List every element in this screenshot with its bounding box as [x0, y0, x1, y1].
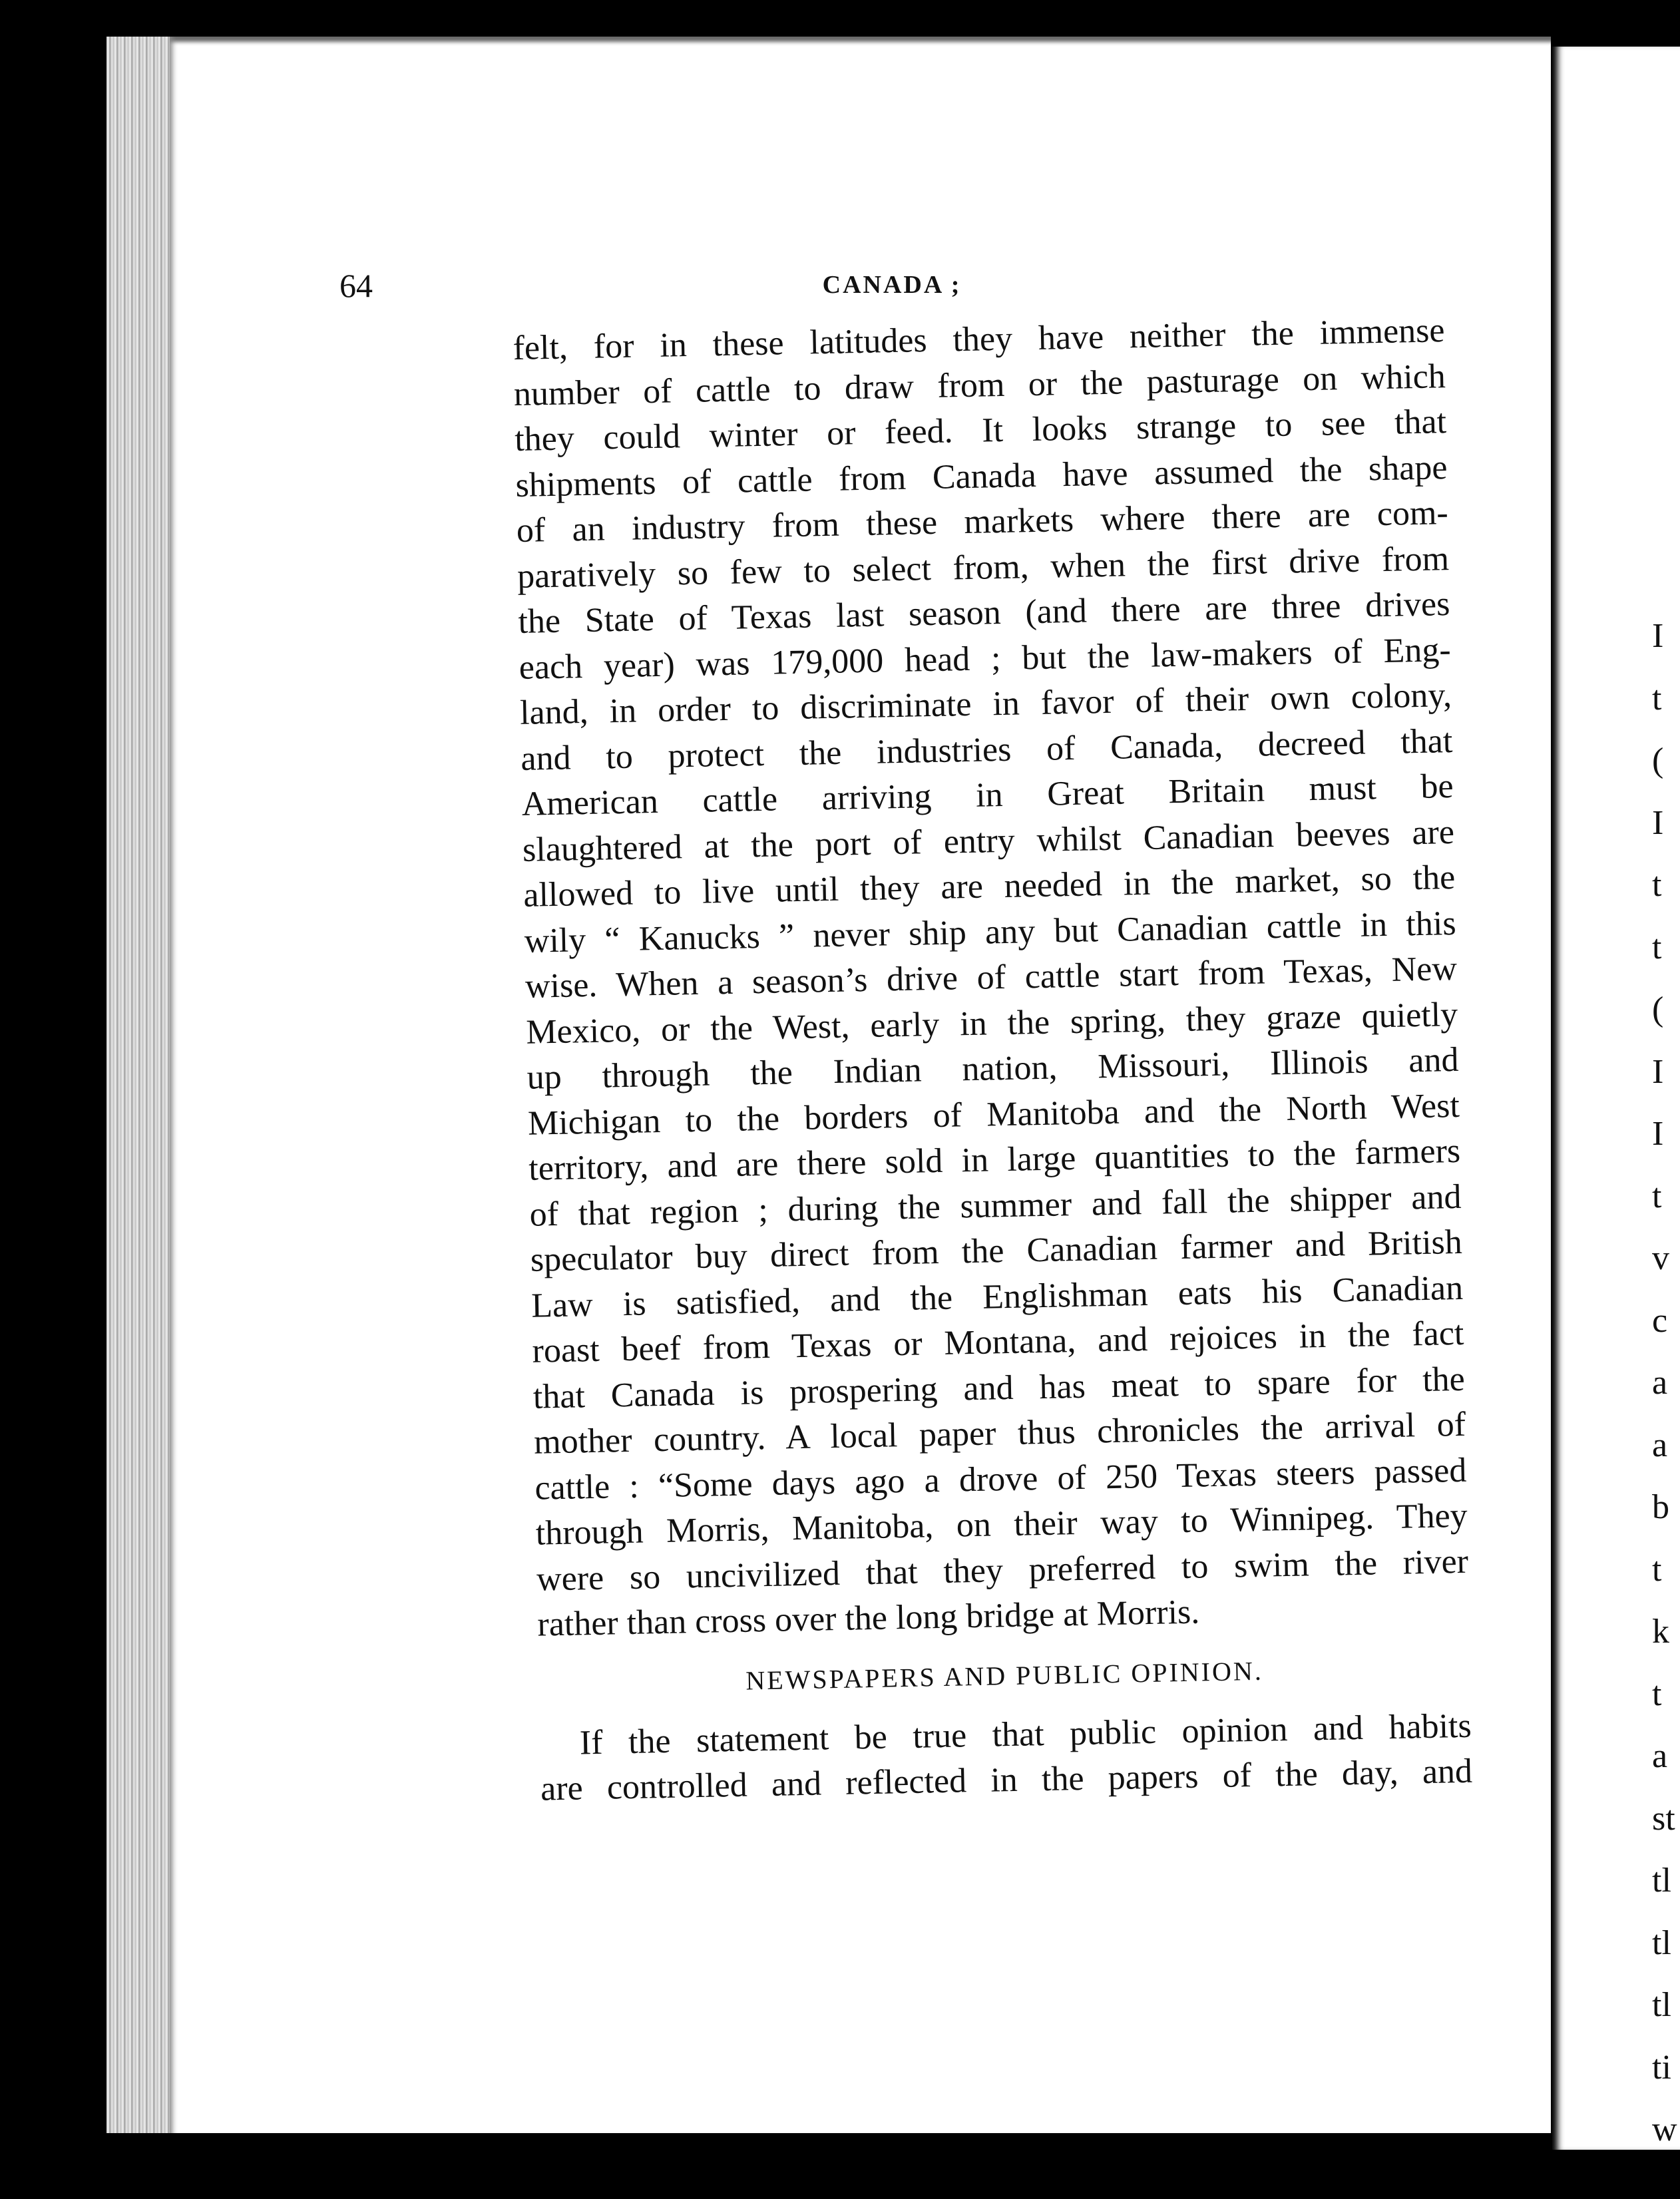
- text-line: If the statement be true that public opinion and habits: [579, 1706, 1472, 1762]
- text-line: shipments of cattle from Canada have assumed the shape: [515, 448, 1448, 504]
- section-heading: NEWSPAPERS AND PUBLIC OPINION.: [745, 1655, 1264, 1696]
- text-line: were so uncivilized that they preferred to swim the river: [536, 1542, 1469, 1599]
- facing-page-fragment: tl: [1652, 1986, 1671, 2024]
- facing-page-fragment: v: [1652, 1239, 1669, 1277]
- text-line: Mexico, or the West, early in the spring, they graze quietly: [525, 995, 1458, 1052]
- text-line: the State of Texas last season (and there are three drives: [517, 585, 1450, 641]
- text-line: allowed to live until they are needed in the market, so the: [523, 858, 1456, 914]
- text-line: territory, and are there sold in large quantities to the farmers: [528, 1131, 1461, 1188]
- facing-page-fragment: k: [1652, 1613, 1669, 1651]
- facing-page-fragment: t: [1652, 1675, 1662, 1713]
- facing-page-fragment: I: [1652, 617, 1664, 655]
- facing-page-fragment: t: [1652, 1550, 1662, 1589]
- facing-page: [1552, 47, 1680, 2150]
- facing-page-fragment: st: [1652, 1799, 1675, 1838]
- text-line: mother country. A local paper thus chronicles the arrival of: [533, 1405, 1466, 1462]
- facing-page-fragment: I: [1652, 1052, 1664, 1091]
- text-line: slaughtered at the port of entry whilst Canadian beeves are: [522, 813, 1455, 869]
- facing-page-fragment: b: [1652, 1488, 1669, 1526]
- facing-page-fragment: (: [1652, 741, 1664, 779]
- facing-page-fragment: t: [1652, 679, 1662, 717]
- text-line: that Canada is prospering and has meat to spare for the: [532, 1360, 1466, 1416]
- text-line: roast beef from Texas or Montana, and rejoices in the fact: [532, 1314, 1464, 1370]
- text-line: wily “ Kanucks ” never ship any but Canadian cattle in this: [524, 904, 1457, 960]
- text-line: through Morris, Manitoba, on their way to Winnipeg. They: [535, 1496, 1468, 1553]
- text-line: paratively so few to select from, when the first drive from: [517, 539, 1450, 596]
- text-line: Michigan to the borders of Manitoba and the North West: [527, 1086, 1460, 1143]
- text-line: are controlled and reflected in the papers of the day, and: [540, 1752, 1473, 1808]
- paragraph-main: [513, 308, 1470, 1648]
- facing-page-fragment: I: [1652, 1115, 1664, 1153]
- facing-page-fragment: (: [1652, 990, 1664, 1028]
- text-line: speculator buy direct from the Canadian farmer and British: [530, 1223, 1463, 1279]
- text-line: and to protect the industries of Canada, decreed that: [520, 721, 1453, 778]
- facing-page-fragment: a: [1652, 1737, 1668, 1775]
- facing-page-fragment: t: [1652, 866, 1662, 904]
- facing-page-fragment: ti: [1652, 2048, 1671, 2087]
- page-header: [339, 266, 1444, 306]
- facing-page-fragment: a: [1652, 1364, 1668, 1402]
- text-line: of an industry from these markets where there are com-: [516, 494, 1449, 550]
- text-line: Law is satisfied, and the Englishman eats his Canadian: [530, 1269, 1464, 1325]
- facing-page-fragment: w: [1652, 2110, 1677, 2148]
- facing-page-fragment: tl: [1652, 1923, 1671, 1962]
- text-line: American cattle arriving in Great Britain must be: [521, 767, 1454, 823]
- facing-page-fragment: tl: [1652, 1862, 1671, 1899]
- text-line: cattle : “Some days ago a drove of 250 Texas steers passed: [534, 1451, 1467, 1507]
- text-line: up through the Indian nation, Missouri, Illinois and: [526, 1040, 1459, 1097]
- text-line: land, in order to discriminate in favor of their own colony,: [519, 676, 1452, 732]
- body-text: [513, 308, 1473, 1812]
- text-line: rather than cross over the long bridge at Morris.: [536, 1593, 1200, 1644]
- text-line: wise. When a season’s drive of cattle start from Texas, New: [525, 949, 1458, 1006]
- facing-page-fragment: I: [1652, 803, 1664, 842]
- text-line: number of cattle to draw from or the pasturage on which: [513, 357, 1446, 413]
- text-line: each year) was 179,000 head ; but the law-makers of Eng-: [519, 630, 1452, 687]
- facing-page-fragment: t: [1652, 928, 1662, 966]
- facing-page-fragment: a: [1652, 1426, 1668, 1464]
- text-line: felt, for in these latitudes they have neither the immense: [513, 311, 1445, 367]
- page-edges: [106, 37, 180, 2133]
- facing-page-fragment: c: [1652, 1301, 1668, 1340]
- running-head: CANADA ;: [822, 271, 962, 299]
- paragraph-newspapers: [539, 1703, 1472, 1812]
- facing-page-fragment: t: [1652, 1177, 1662, 1215]
- text-line: of that region ; during the summer and fall the shipper and: [529, 1177, 1462, 1234]
- text-line: they could winter or feed. It looks strange to see that: [514, 403, 1447, 459]
- page-number: 64: [339, 267, 373, 304]
